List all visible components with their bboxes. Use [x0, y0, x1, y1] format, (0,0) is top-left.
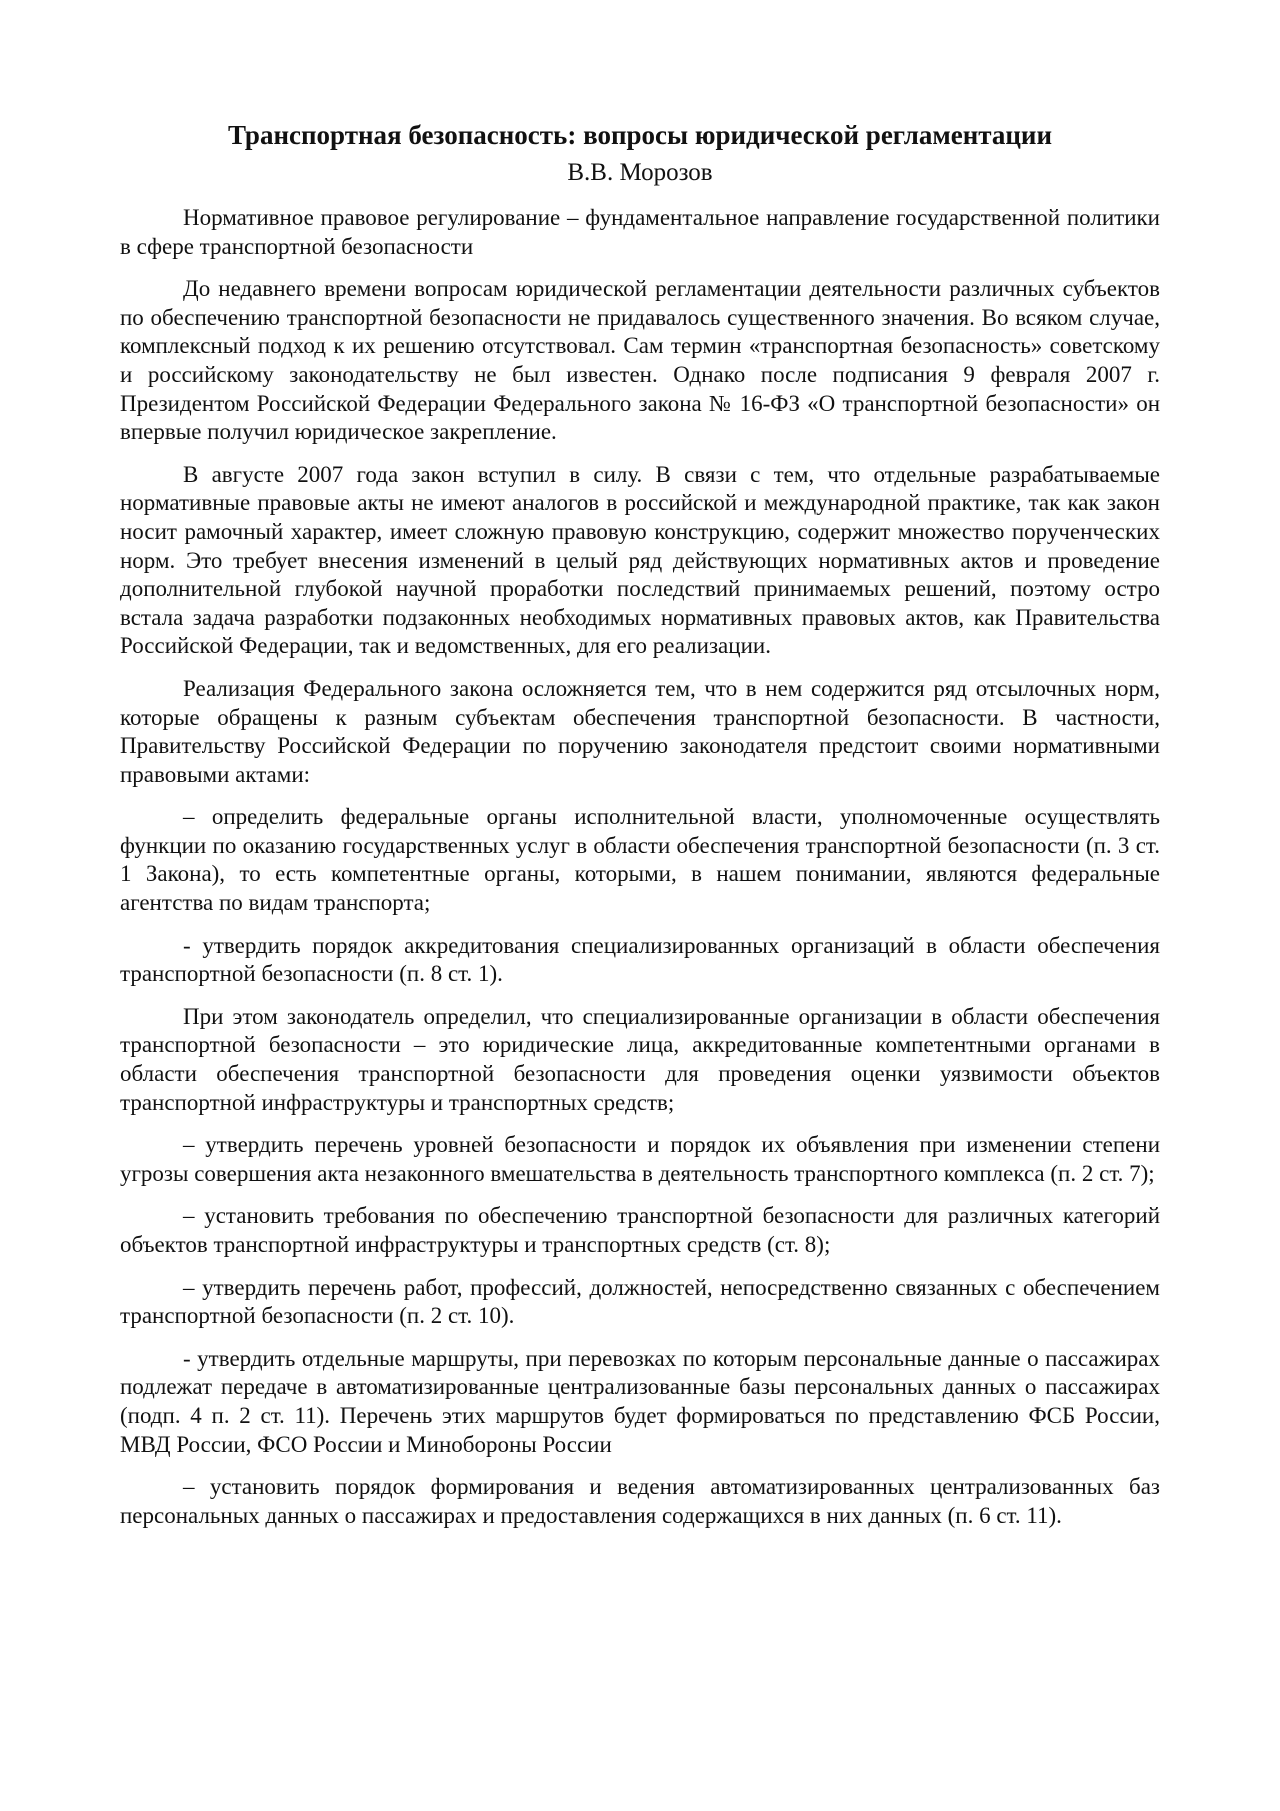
list-item-1: – определить федеральные органы исполнительной власти, уполномоченные осуществлять функции по оказанию государственных услуг в области обеспечения транспортной безопасности (п. 3 ст. 1 Закона), то есть компетентные органы, которыми, в нашем понимании, являются федеральные агентства по видам транспорта;	[120, 804, 1160, 916]
list-item-6: - утвердить отдельные маршруты, при перевозках по которым персональные данные о пассажирах подлежат передаче в автоматизированные централизованные базы персональных данных о пассажирах (подп. 4 п. 2 ст. 11). Перечень этих маршрутов будет формироваться по представлению ФСБ России, МВД России, ФСО России и Минобороны России	[120, 1345, 1160, 1457]
list-item-2: - утвердить порядок аккредитования специализированных организаций в области обеспечения транспортной безопасности (п. 8 ст. 1).	[120, 932, 1160, 987]
paragraph-2: До недавнего времени вопросам юридической регламентации деятельности различных субъектов по обеспечению транспортной безопасности не придавалось существенного значения. Во всяком случае, комплексный подход к их решению отсутствовал. Сам термин «транспортная безопасность» советскому и российскому законодательству не был известен. Однако после подписания 9 февраля 2007 г. Президентом Российской Федерации Федерального закона № 16-ФЗ «О транспортной безопасности» он впервые получил юридическое закрепление.	[120, 276, 1160, 445]
paragraph-4: Реализация Федерального закона осложняется тем, что в нем содержится ряд отсылочных норм, которые обращены к разным субъектам обеспечения транспортной безопасности. В частности, Правительству Российской Федерации по поручению законодателя предстоит своими нормативными правовыми актами:	[120, 675, 1160, 787]
paragraph-5: При этом законодатель определил, что специализированные организации в области обеспечения транспортной безопасности – это юридические лица, аккредитованные компетентными органами в области обеспечения транспортной безопасности для проведения оценки уязвимости объектов транспортной инфраструктуры и транспортных средств;	[120, 1003, 1160, 1115]
document-title: Транспортная безопасность: вопросы юридической регламентации	[227, 120, 1053, 150]
paragraph-3: В августе 2007 года закон вступил в силу. В связи с тем, что отдельные разрабатываемые нормативные правовые акты не имеют аналогов в российской и международной практике, так как закон носит рамочный характер, имеет сложную правовую конструкцию, содержит множество порученческих норм. Это требует внесения изменений в целый ряд действующих нормативных актов и проведение дополнительной глубокой научной проработки последствий принимаемых решений, поэтому остро встала задача разработки подзаконных необходимых нормативных правовых актов, как Правительства Российской Федерации, так и ведомственных, для его реализации.	[120, 461, 1160, 659]
list-item-4: – установить требования по обеспечению транспортной безопасности для различных категорий объектов транспортной инфраструктуры и транспортных средств (ст. 8);	[120, 1203, 1160, 1257]
list-item-5: – утвердить перечень работ, профессий, должностей, непосредственно связанных с обеспечением транспортной безопасности (п. 2 ст. 10).	[120, 1274, 1160, 1329]
list-item-7: – установить порядок формирования и ведения автоматизированных централизованных баз персональных данных о пассажирах и предоставления содержащихся в них данных (п. 6 ст. 11).	[120, 1474, 1160, 1528]
list-item-3: – утвердить перечень уровней безопасности и порядок их объявления при изменении степени угрозы совершения акта незаконного вмешательства в деятельность транспортного комплекса (п. 2 ст. 7);	[120, 1132, 1160, 1186]
document-page	[120, 118, 1160, 1544]
document-author: В.В. Морозов	[567, 159, 713, 186]
paragraph-1: Нормативное правовое регулирование – фундаментальное направление государственной политики в сфере транспортной безопасности	[120, 205, 1160, 259]
